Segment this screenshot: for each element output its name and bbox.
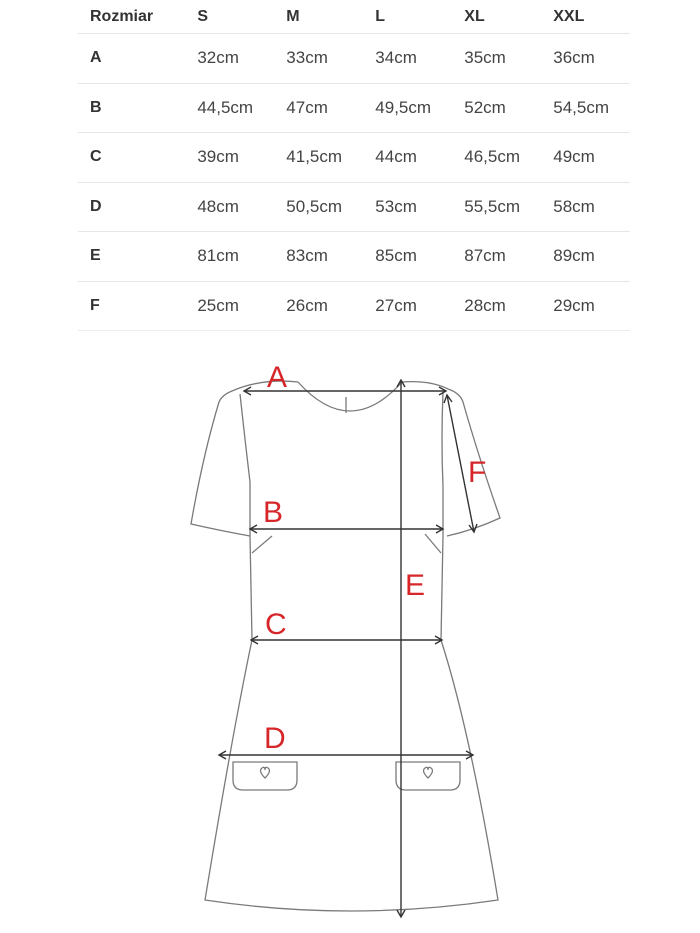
header-s: S: [197, 0, 286, 34]
header-xxl: XXL: [553, 0, 630, 34]
table-row: [78, 281, 630, 331]
table-cell: 35cm: [464, 34, 553, 84]
table-row: [78, 232, 630, 282]
header-l: L: [375, 0, 464, 34]
dress-outline: [191, 381, 500, 911]
table-cell: 81cm: [197, 232, 286, 282]
row-label: D: [78, 182, 197, 232]
table-cell: 29cm: [553, 281, 630, 331]
table-cell: 49,5cm: [375, 83, 464, 133]
table-cell: 83cm: [286, 232, 375, 282]
row-label: E: [78, 232, 197, 282]
label-d: D: [264, 722, 286, 755]
label-b: B: [263, 496, 284, 529]
table-cell: 44,5cm: [197, 83, 286, 133]
table-cell: 32cm: [197, 34, 286, 84]
label-c: C: [265, 608, 287, 641]
table-cell: 89cm: [553, 232, 630, 282]
table-cell: 85cm: [375, 232, 464, 282]
table-row: [78, 34, 630, 84]
measurement-lines: [219, 380, 477, 917]
table-cell: 39cm: [197, 133, 286, 183]
table-row: [78, 83, 630, 133]
table-cell: 52cm: [464, 83, 553, 133]
table-row: [78, 182, 630, 232]
dress-measurement-diagram: [0, 340, 700, 933]
size-chart-table: [78, 0, 630, 331]
table-cell: 34cm: [375, 34, 464, 84]
table-cell: 41,5cm: [286, 133, 375, 183]
table-cell: 28cm: [464, 281, 553, 331]
table-cell: 87cm: [464, 232, 553, 282]
table-cell: 25cm: [197, 281, 286, 331]
header-xl: XL: [464, 0, 553, 34]
table-cell: 36cm: [553, 34, 630, 84]
table-cell: 49cm: [553, 133, 630, 183]
row-label: B: [78, 83, 197, 133]
header-size: Rozmiar: [78, 0, 197, 34]
label-e: E: [405, 569, 426, 602]
table-cell: 27cm: [375, 281, 464, 331]
table-cell: 48cm: [197, 182, 286, 232]
table-cell: 44cm: [375, 133, 464, 183]
row-label: C: [78, 133, 197, 183]
table-cell: 26cm: [286, 281, 375, 331]
label-f: F: [468, 456, 487, 489]
row-label: F: [78, 281, 197, 331]
row-label: A: [78, 34, 197, 84]
table-cell: 33cm: [286, 34, 375, 84]
table-header-row: [78, 0, 630, 34]
table-cell: 47cm: [286, 83, 375, 133]
table-cell: 50,5cm: [286, 182, 375, 232]
table-cell: 53cm: [375, 182, 464, 232]
header-m: M: [286, 0, 375, 34]
table-row: [78, 133, 630, 183]
table-cell: 58cm: [553, 182, 630, 232]
table-cell: 54,5cm: [553, 83, 630, 133]
table-cell: 55,5cm: [464, 182, 553, 232]
label-a: A: [267, 361, 288, 394]
table-cell: 46,5cm: [464, 133, 553, 183]
